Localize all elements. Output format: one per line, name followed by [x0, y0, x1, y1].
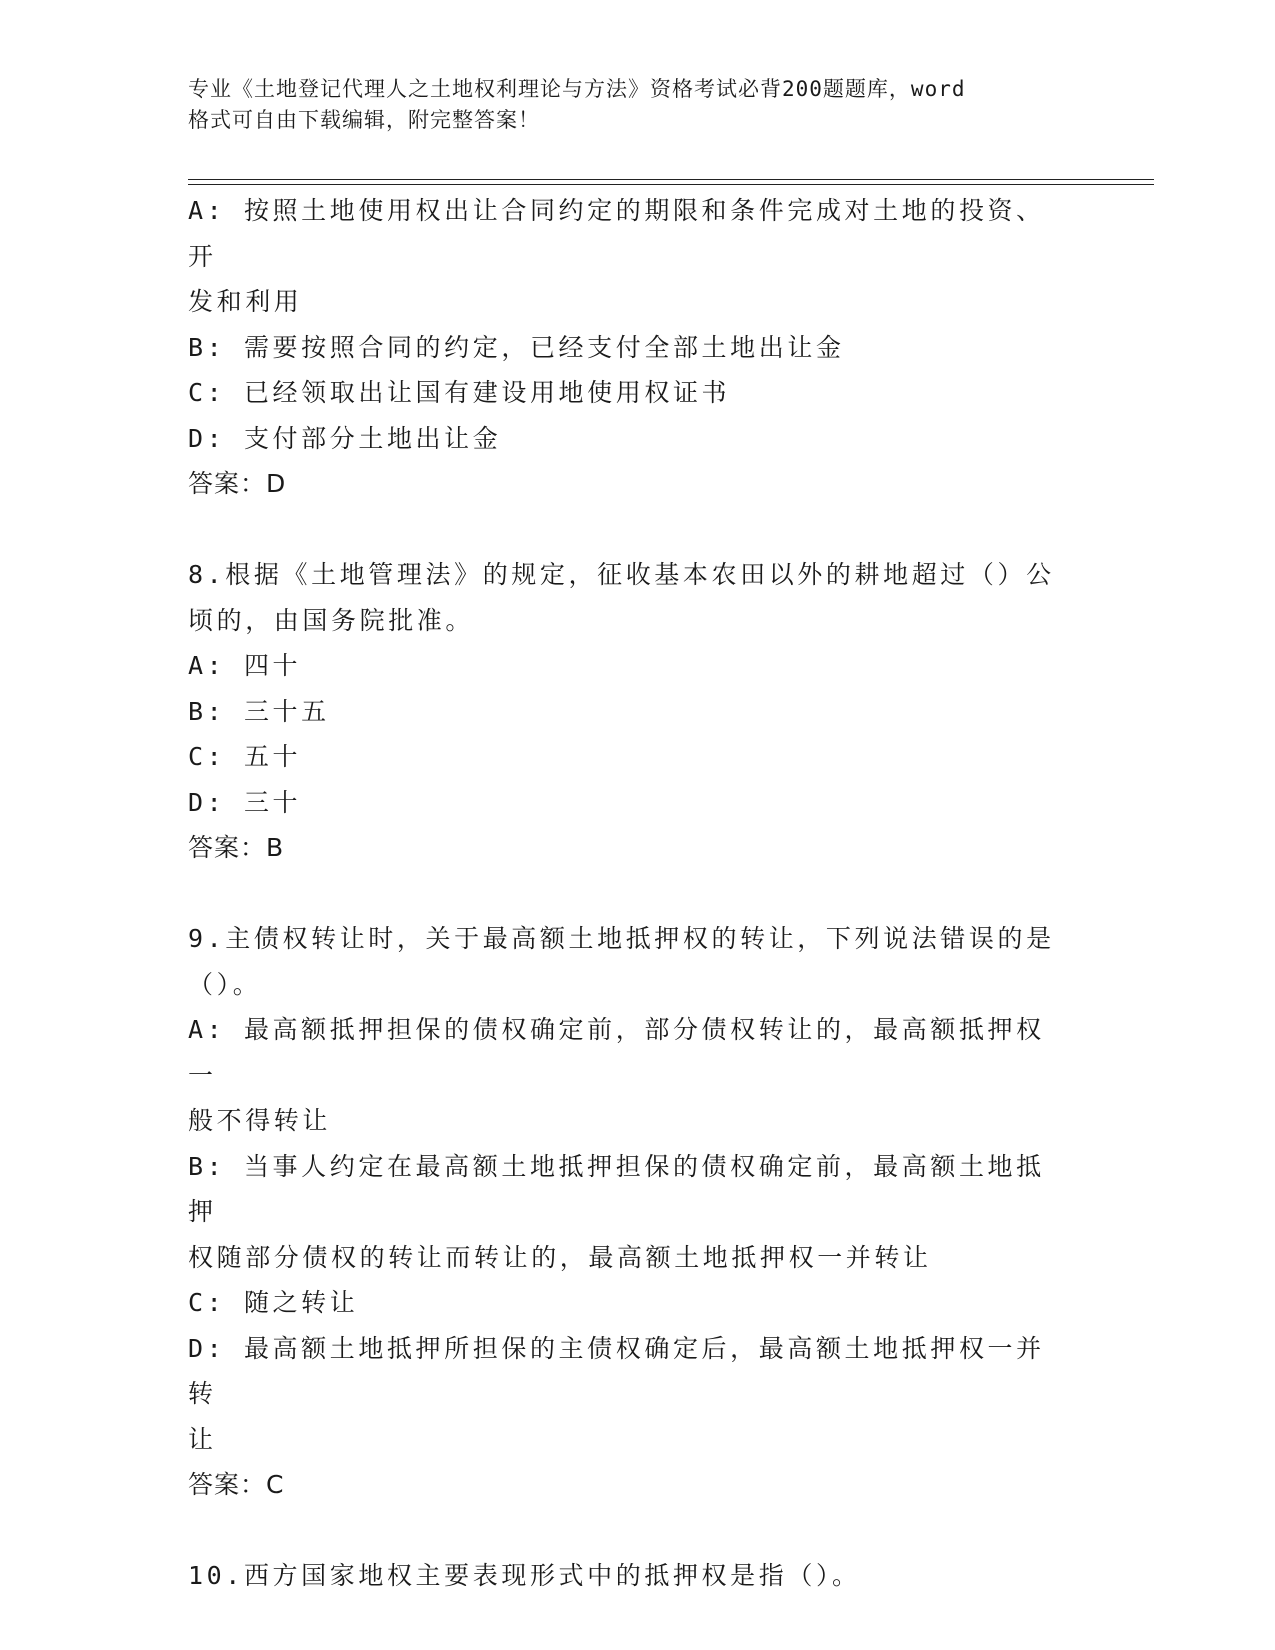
header-line-1: 专业《土地登记代理人之土地权利理论与方法》资格考试必背200题题库，word — [188, 77, 966, 101]
q9-option-b-line-1: B: 当事人约定在最高额土地抵押担保的债权确定前，最高额土地抵押 — [188, 1151, 1045, 1226]
document-header — [188, 74, 1088, 136]
q9-answer: 答案：C — [188, 1470, 285, 1499]
q8-option-d: D: 三十 — [188, 787, 302, 817]
q8-option-c: C: 五十 — [188, 742, 302, 771]
q8-option-a: A: 四十 — [188, 651, 302, 680]
q8-option-b: B: 三十五 — [188, 696, 330, 726]
spacer — [188, 507, 1068, 553]
q10-stem-line-1: 10.西方国家地权主要表现形式中的抵押权是指（）。 — [188, 1561, 861, 1590]
q8-stem-line-1: 8.根据《土地管理法》的规定，征收基本农田以外的耕地超过（）公 — [188, 560, 1055, 589]
question-9 — [188, 916, 1068, 1508]
q7-option-a-line-2: 发和利用 — [188, 287, 303, 316]
header-divider-top — [188, 179, 1154, 180]
q7-option-b: B: 需要按照合同的约定，已经支付全部土地出让金 — [188, 332, 845, 362]
spacer — [188, 871, 1068, 917]
question-list — [188, 188, 1068, 1599]
q9-option-c: C: 随之转让 — [188, 1288, 359, 1317]
q9-option-d-line-2: 让 — [188, 1424, 217, 1454]
q9-option-d-line-1: D: 最高额土地抵押所担保的主债权确定后，最高额土地抵押权一并转 — [188, 1333, 1045, 1408]
q9-option-b-line-2: 权随部分债权的转让而转让的，最高额土地抵押权一并转让 — [188, 1242, 932, 1272]
q9-stem-line-2: （）。 — [188, 969, 262, 999]
q9-option-a-line-1: A: 最高额抵押担保的债权确定前，部分债权转让的，最高额抵押权一 — [188, 1015, 1045, 1090]
q7-option-a-line-1: A: 按照土地使用权出让合同约定的期限和条件完成对土地的投资、开 — [188, 196, 1045, 271]
q8-stem-line-2: 顷的，由国务院批准。 — [188, 605, 475, 635]
header-line-2: 格式可自由下载编辑，附完整答案！ — [188, 108, 540, 132]
question-10 — [188, 1553, 1068, 1599]
question-7-options — [188, 188, 1068, 507]
q8-answer: 答案：B — [188, 833, 285, 862]
q9-stem-line-1: 9.主债权转让时，关于最高额土地抵押权的转让，下列说法错误的是 — [188, 924, 1055, 953]
q7-answer: 答案：D — [188, 469, 287, 498]
spacer — [188, 1508, 1068, 1554]
header-divider-bottom — [188, 184, 1154, 185]
q7-option-c: C: 已经领取出让国有建设用地使用权证书 — [188, 378, 731, 407]
q9-option-a-line-2: 般不得转让 — [188, 1106, 332, 1135]
question-8 — [188, 552, 1068, 871]
q7-option-d: D: 支付部分土地出让金 — [188, 423, 502, 453]
